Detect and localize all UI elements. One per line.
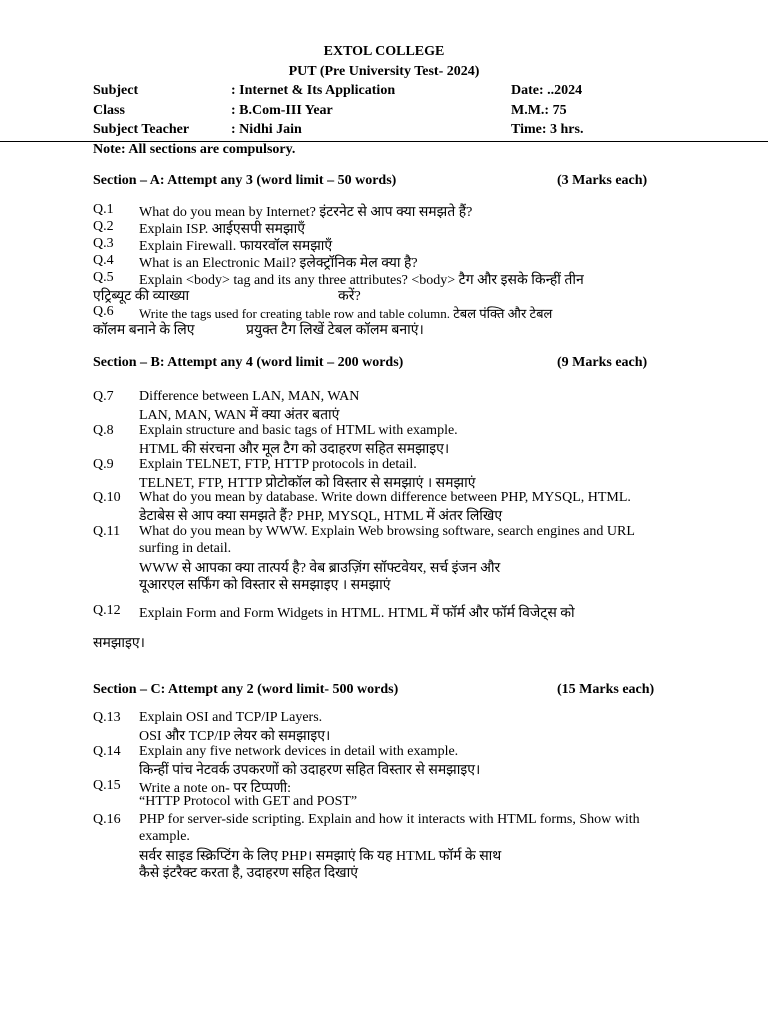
q5-text-line2: एट्रिब्यूट की व्याख्या: [93, 289, 190, 304]
teacher-label: Subject Teacher: [93, 122, 190, 137]
q2-text: Explain ISP. आईएसपी समझाएँ: [139, 222, 305, 237]
q16-text-line2: example.: [139, 829, 190, 844]
q8-text-hindi: HTML की संरचना और मूल टैग को उदाहरण सहित समझाइए।: [139, 442, 450, 457]
q9-text-hindi: TELNET, FTP, HTTP प्रोटोकॉल को विस्तार से समझाएं । समझाएं: [139, 476, 476, 491]
q3-number: Q.3: [93, 236, 114, 251]
q4-number: Q.4: [93, 253, 114, 268]
q11-text: What do you mean by WWW. Explain Web browsing software, search engines and URL: [139, 524, 635, 539]
q3-text: Explain Firewall. फायरवॉल समझाएँ: [139, 239, 333, 254]
section-a-title: Section – A: Attempt any 3 (word limit – 50 words): [93, 173, 397, 188]
q10-text-hindi: डेटाबेस से आप क्या समझते हैं? PHP, MYSQL, HTML में अंतर लिखिए: [139, 509, 503, 524]
q1-number: Q.1: [93, 202, 114, 217]
q10-number: Q.10: [93, 490, 121, 505]
q1-text: What do you mean by Internet? इंटरनेट से आप क्या समझते हैं?: [139, 205, 473, 220]
q5-text-line2b: करें?: [338, 289, 361, 304]
section-c-marks: (15 Marks each): [557, 682, 655, 697]
q12-text: Explain Form and Form Widgets in HTML. HTML में फॉर्म और फॉर्म विजेट्स को: [139, 606, 575, 621]
q5-text: Explain <body> tag and its any three attributes? <body> टैग और इसके किन्हीं तीन: [139, 273, 584, 288]
q12-text-line2: समझाइए।: [93, 636, 145, 651]
q8-number: Q.8: [93, 423, 114, 438]
class-value: : B.Com-III Year: [231, 103, 333, 118]
q13-text-hindi: OSI और TCP/IP लेयर को समझाइए।: [139, 729, 331, 744]
q10-text: What do you mean by database. Write down difference between PHP, MYSQL, HTML.: [139, 490, 631, 505]
q7-text: Difference between LAN, MAN, WAN: [139, 389, 360, 404]
subject-value: : Internet & Its Application: [231, 83, 396, 98]
q15-text-line2: “HTTP Protocol with GET and POST”: [139, 794, 358, 809]
college-name: EXTOL COLLEGE: [323, 44, 445, 59]
subject-label: Subject: [93, 83, 139, 98]
q9-number: Q.9: [93, 457, 114, 472]
q16-text-hindi-line2: कैसे इंटरैक्ट करता है, उदाहरण सहित दिखाएं: [139, 866, 358, 881]
q14-text: Explain any five network devices in detail with example.: [139, 744, 459, 759]
q6-number: Q.6: [93, 304, 114, 319]
q15-number: Q.15: [93, 778, 121, 793]
q2-number: Q.2: [93, 219, 114, 234]
q11-number: Q.11: [93, 524, 121, 539]
q14-number: Q.14: [93, 744, 121, 759]
q9-text: Explain TELNET, FTP, HTTP protocols in detail.: [139, 457, 417, 472]
section-b-marks: (9 Marks each): [557, 355, 648, 370]
max-marks: M.M.: 75: [511, 103, 567, 118]
class-label: Class: [93, 103, 125, 118]
teacher-value: : Nidhi Jain: [231, 122, 302, 137]
q6-text: Write the tags used for creating table row and table column. टेबल पंक्ति और टेबल: [139, 306, 553, 321]
q5-number: Q.5: [93, 270, 114, 285]
section-a-marks: (3 Marks each): [557, 173, 648, 188]
q12-number: Q.12: [93, 603, 121, 618]
section-c-title: Section – C: Attempt any 2 (word limit- 500 words): [93, 682, 399, 697]
q7-text-hindi: LAN, MAN, WAN में क्या अंतर बताएं: [139, 408, 340, 423]
date-field: Date: ..2024: [511, 83, 583, 98]
q13-text: Explain OSI and TCP/IP Layers.: [139, 710, 323, 725]
q4-text: What is an Electronic Mail? इलेक्ट्रॉनिक मेल क्या है?: [139, 256, 418, 271]
q6-text-line2: कॉलम बनाने के लिए: [93, 323, 195, 338]
time-field: Time: 3 hrs.: [511, 122, 584, 137]
q16-text: PHP for server-side scripting. Explain and how it interacts with HTML forms, Show with: [139, 812, 640, 827]
q11-text-hindi: WWW से आपका क्या तात्पर्य है? वेब ब्राउज़िंग सॉफ्टवेयर, सर्च इंजन और: [139, 561, 501, 576]
q7-number: Q.7: [93, 389, 114, 404]
q13-number: Q.13: [93, 710, 121, 725]
note: Note: All sections are compulsory.: [93, 142, 296, 157]
q6-text-line2b: प्रयुक्त टैग लिखें टेबल कॉलम बनाएं।: [246, 323, 424, 338]
exam-title: PUT (Pre University Test- 2024): [288, 64, 480, 79]
q8-text: Explain structure and basic tags of HTML with example.: [139, 423, 458, 438]
q11-text-hindi-line2: यूआरएल सर्फिंग को विस्तार से समझाइए । समझाएं: [139, 578, 391, 593]
q16-number: Q.16: [93, 812, 121, 827]
q16-text-hindi: सर्वर साइड स्क्रिप्टिंग के लिए PHP। समझाएं कि यह HTML फॉर्म के साथ: [139, 849, 502, 864]
q15-text: Write a note on- पर टिप्पणी:: [139, 781, 292, 796]
q11-text-line2: surfing in detail.: [139, 541, 232, 556]
q14-text-hindi: किन्हीं पांच नेटवर्क उपकरणों को उदाहरण सहित विस्तार से समझाइए।: [139, 763, 481, 778]
section-b-title: Section – B: Attempt any 4 (word limit – 200 words): [93, 355, 404, 370]
